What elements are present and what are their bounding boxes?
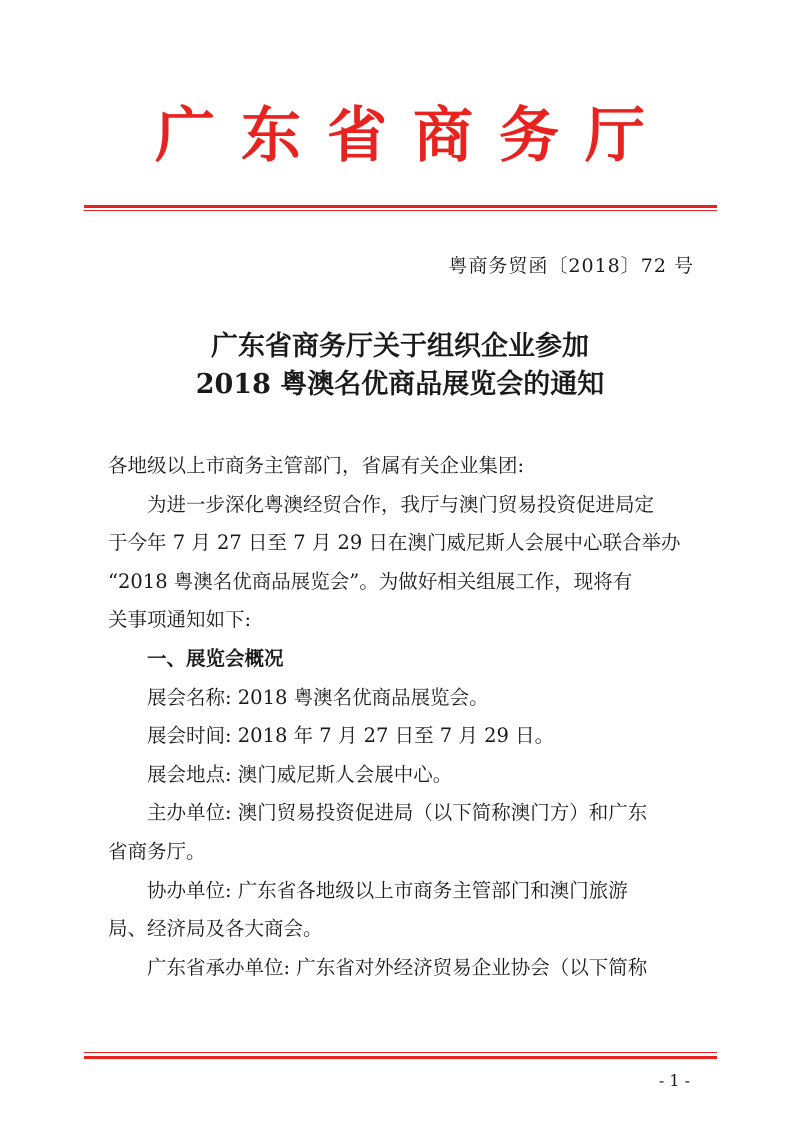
letterhead-org-name: 广东省商务厅 — [155, 101, 671, 171]
page-number: - 1 - — [658, 1071, 690, 1090]
letterhead-rule-thin — [84, 210, 717, 211]
intro-paragraph-line-4: 关事项通知如下: — [108, 608, 252, 632]
organizer-line-1: 主办单位: 澳门贸易投资促进局（以下简称澳门方）和广东 — [147, 801, 648, 825]
exhibition-name: 展会名称: 2018 粤澳名优商品展览会。 — [147, 685, 489, 709]
footer-rule-thin — [84, 1052, 717, 1053]
title-line-1: 广东省商务厅关于组织企业参加 — [211, 331, 589, 362]
letterhead-rule-thick — [84, 205, 717, 208]
intro-paragraph-line-1: 为进一步深化粤澳经贸合作，我厅与澳门贸易投资促进局定 — [147, 492, 655, 516]
salutation: 各地级以上市商务主管部门，省属有关企业集团: — [108, 454, 525, 477]
undertaker-line-1: 广东省承办单位: 广东省对外经济贸易企业协会（以下简称 — [147, 955, 648, 979]
organizer-line-2: 省商务厅。 — [108, 839, 206, 863]
footer-rule-thick — [84, 1056, 717, 1059]
exhibition-venue: 展会地点: 澳门威尼斯人会展中心。 — [147, 762, 453, 786]
intro-paragraph-line-3: “2018 粤澳名优商品展览会”。为做好相关组展工作，现将有 — [108, 569, 633, 593]
document-body — [108, 447, 698, 987]
co-organizer-line-2: 局、经济局及各大商会。 — [108, 917, 323, 941]
section-heading-overview: 一、展览会概况 — [147, 646, 284, 670]
intro-paragraph-line-2: 于今年 7 月 27 日至 7 月 29 日在澳门威尼斯人会展中心联合举办 — [108, 531, 681, 555]
document-number: 粤商务贸函〔2018〕72 号 — [448, 255, 694, 277]
co-organizer-line-1: 协办单位: 广东省各地级以上市商务主管部门和澳门旅游 — [147, 878, 628, 902]
exhibition-time: 展会时间: 2018 年 7 月 27 日至 7 月 29 日。 — [147, 724, 555, 748]
title-line-2: 2018 粤澳名优商品展览会的通知 — [195, 369, 605, 400]
document-title — [0, 328, 800, 404]
